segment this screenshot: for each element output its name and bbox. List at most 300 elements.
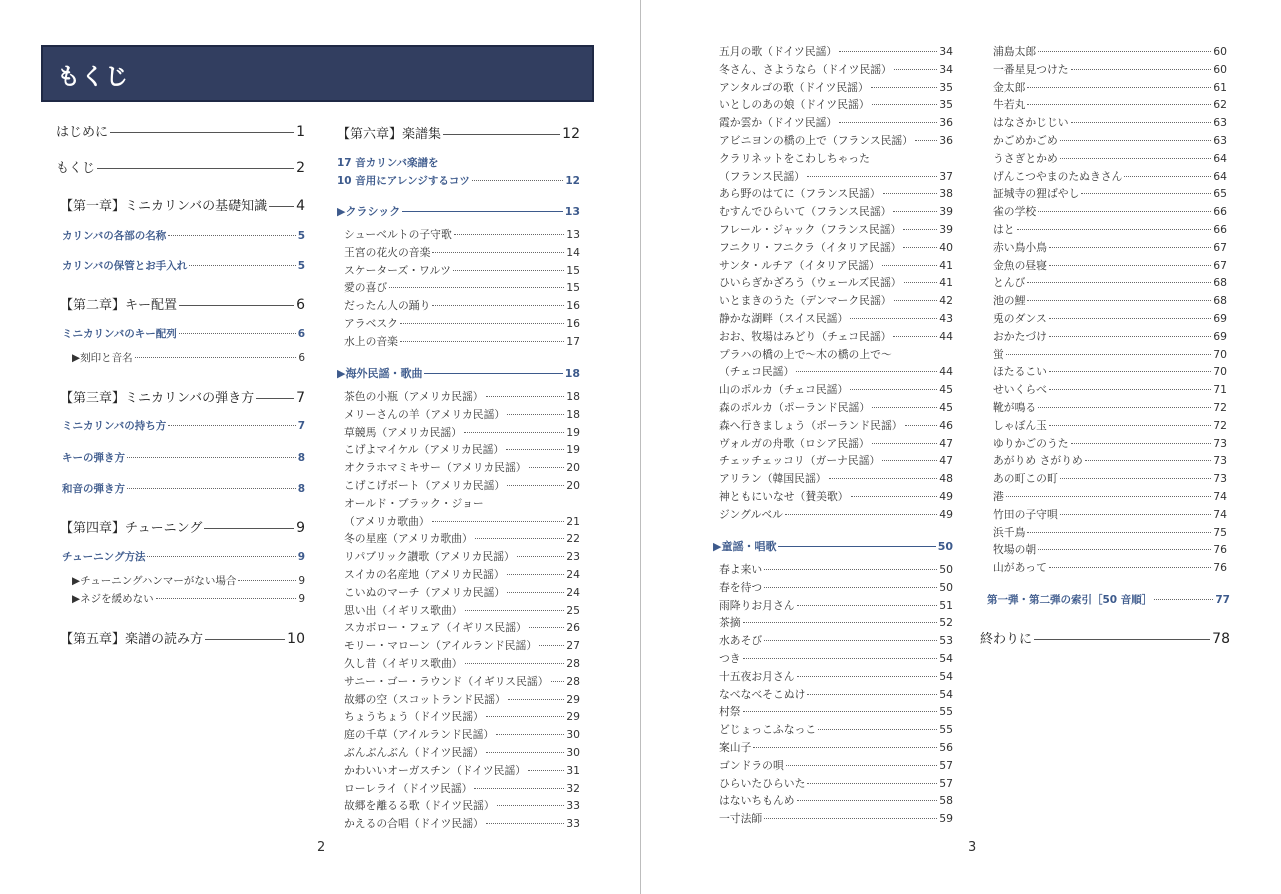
song-page: 41 xyxy=(939,276,953,290)
leader-dots xyxy=(1071,69,1212,70)
chapter-6-entry[interactable]: 【第六章】楽譜集 12 xyxy=(337,126,580,142)
song-entry[interactable] xyxy=(993,274,1227,292)
song-page: 73 xyxy=(1213,454,1227,468)
leader-dots xyxy=(850,318,937,319)
song-page: 63 xyxy=(1213,133,1227,147)
song-entry[interactable] xyxy=(993,328,1227,346)
song-page: 73 xyxy=(1213,472,1227,486)
leader-dots xyxy=(529,627,564,628)
song-entry-line1: オールド・ブラック・ジョー xyxy=(344,496,484,510)
song-page: 59 xyxy=(939,812,953,826)
song-page: 18 xyxy=(566,407,580,421)
section-entry-line1: 17 音カリンバ楽譜を xyxy=(337,157,439,169)
song-page: 30 xyxy=(566,745,580,759)
song-entry[interactable] xyxy=(344,548,580,566)
leader-dots xyxy=(1006,496,1211,497)
leader-dots xyxy=(400,323,564,324)
page-number-left: 2 xyxy=(317,840,326,855)
song-entry[interactable] xyxy=(993,399,1227,417)
song-entry[interactable] xyxy=(993,346,1227,364)
song-entry[interactable] xyxy=(344,279,580,297)
song-entry[interactable] xyxy=(993,43,1227,61)
song-entry[interactable] xyxy=(719,739,953,757)
song-page: 74 xyxy=(1213,507,1227,521)
leader-dots xyxy=(1049,567,1211,568)
leader-dots xyxy=(508,699,565,700)
song-page: 13 xyxy=(566,228,580,241)
song-page: 65 xyxy=(1213,187,1227,201)
leader-dots xyxy=(1049,318,1211,319)
leader-dots xyxy=(507,574,565,575)
song-page: 46 xyxy=(939,418,953,432)
song-entry[interactable] xyxy=(344,477,580,495)
song-page: 39 xyxy=(939,222,953,236)
song-page: 68 xyxy=(1213,276,1227,290)
song-page: 23 xyxy=(566,550,580,564)
song-entry[interactable] xyxy=(993,506,1227,524)
song-title: サニー・ゴー・ラウンド（イギリス民謡） xyxy=(344,674,549,688)
song-title: せいくらべ xyxy=(993,383,1047,397)
subsection-entry[interactable]: ▶刻印と音名 6 xyxy=(72,352,305,364)
song-title: ゴンドラの唄 xyxy=(719,758,784,772)
leader-dots xyxy=(786,765,937,766)
song-title: 証城寺の狸ばやし xyxy=(993,187,1080,201)
song-page: 33 xyxy=(566,817,580,831)
leader-dots xyxy=(453,270,564,271)
song-entry[interactable] xyxy=(993,203,1227,221)
song-entry[interactable] xyxy=(993,559,1227,577)
leader-dots xyxy=(850,389,937,390)
song-page: 64 xyxy=(1213,151,1227,165)
song-title: 池の鯉 xyxy=(993,294,1026,308)
leader-dots xyxy=(764,818,937,819)
song-entry[interactable] xyxy=(993,488,1227,506)
song-entry[interactable] xyxy=(993,452,1227,470)
song-page: 55 xyxy=(939,705,953,719)
song-page: 35 xyxy=(939,80,953,94)
song-page: 67 xyxy=(1213,240,1227,254)
leader-dots xyxy=(486,716,564,717)
song-entry[interactable] xyxy=(719,452,953,470)
song-entry[interactable] xyxy=(719,488,953,506)
song-entry[interactable] xyxy=(344,388,580,406)
song-entry[interactable] xyxy=(344,691,580,709)
song-page: 60 xyxy=(1213,62,1227,76)
song-entry[interactable] xyxy=(719,328,953,346)
song-page: 70 xyxy=(1213,365,1227,379)
toc-entry[interactable]: はじめに 1 xyxy=(56,124,305,140)
song-title: はと xyxy=(993,222,1015,236)
song-entry[interactable] xyxy=(344,315,580,333)
section-entry[interactable]: 10 音用にアレンジするコツ 12 xyxy=(337,175,580,187)
song-entry-line1: プラハの橋の上で〜木の橋の上で〜 xyxy=(719,347,892,361)
song-title: 兎のダンス xyxy=(993,311,1047,325)
song-entry[interactable] xyxy=(344,673,580,691)
song-entry[interactable] xyxy=(719,614,953,632)
song-entry[interactable] xyxy=(719,435,953,453)
song-entry[interactable] xyxy=(719,292,953,310)
song-title: あがりめ さがりめ xyxy=(993,454,1083,468)
song-page: 75 xyxy=(1213,525,1227,539)
song-page: 42 xyxy=(939,294,953,308)
song-entry[interactable] xyxy=(993,239,1227,257)
song-title: モリー・マローン（アイルランド民謡） xyxy=(344,639,538,653)
leader-dots xyxy=(1049,265,1211,266)
song-title: 冬さん、さようなら（ドイツ民謡） xyxy=(719,62,892,76)
section-entry[interactable]: チューニング方法 9 xyxy=(62,551,305,563)
song-entry[interactable] xyxy=(993,114,1227,132)
song-entry[interactable] xyxy=(993,185,1227,203)
song-entry[interactable] xyxy=(719,221,953,239)
song-entry[interactable] xyxy=(993,435,1227,453)
song-title: 浜千鳥 xyxy=(993,525,1026,539)
song-entry[interactable] xyxy=(719,417,953,435)
song-entry[interactable] xyxy=(993,79,1227,97)
category-classic[interactable]: ▶クラシック 13 xyxy=(337,205,580,218)
song-page: 20 xyxy=(566,478,580,492)
song-title: 春を待つ xyxy=(719,580,763,594)
song-entry[interactable] xyxy=(719,79,953,97)
song-entry[interactable] xyxy=(719,203,953,221)
song-title: 蛍 xyxy=(993,347,1004,361)
song-title: 草競馬（アメリカ民謡） xyxy=(344,425,463,439)
song-page: 15 xyxy=(566,281,580,295)
leader-dots xyxy=(797,800,938,801)
category-douyou[interactable]: ▶童謡・唱歌 50 xyxy=(713,540,953,553)
song-title: 愛の喜び xyxy=(344,281,388,295)
song-entry[interactable] xyxy=(344,619,580,637)
leader-dots xyxy=(829,478,938,479)
song-page: 47 xyxy=(939,436,953,450)
song-title: だったん人の踊り xyxy=(344,299,431,313)
song-page: 36 xyxy=(939,116,953,130)
song-page: 49 xyxy=(939,507,953,521)
song-title: あの町この町 xyxy=(993,472,1058,486)
song-title: オクラホマミキサー（アメリカ民謡） xyxy=(344,461,527,475)
chapter-4-entry[interactable]: 【第四章】チューニング 9 xyxy=(60,520,305,536)
song-entry[interactable] xyxy=(719,668,953,686)
folk-list xyxy=(344,388,580,833)
song-title: 靴が鳴る xyxy=(993,400,1037,414)
section-entry[interactable]: 和音の弾き方 8 xyxy=(62,483,305,495)
song-title: アラベスク xyxy=(344,316,398,330)
song-title: 五月の歌（ドイツ民謡） xyxy=(719,45,838,58)
song-entry[interactable] xyxy=(719,632,953,650)
song-title: 故郷を離るる歌（ドイツ民謡） xyxy=(344,799,495,813)
song-entry[interactable]: （チェコ民謡） 44 xyxy=(719,365,953,379)
song-entry[interactable] xyxy=(344,406,580,424)
song-entry[interactable] xyxy=(993,417,1227,435)
song-page: 67 xyxy=(1213,258,1227,272)
toc-column-3 xyxy=(719,43,953,524)
song-title: サンタ・ルチア（イタリア民謡） xyxy=(719,258,880,272)
chapter-3-entry[interactable]: 【第三章】ミニカリンバの弾き方 7 xyxy=(60,390,305,406)
song-page: 71 xyxy=(1213,383,1227,397)
song-entry[interactable] xyxy=(719,650,953,668)
song-page: 56 xyxy=(939,740,953,754)
leader-dots xyxy=(1049,247,1211,248)
section-entry[interactable]: カリンバの各部の名称 5 xyxy=(62,230,305,242)
song-title: いとしのあの娘（ドイツ民謡） xyxy=(719,98,870,112)
song-title: 神ともにいなせ（賛美歌） xyxy=(719,489,849,503)
song-title: 春よ来い xyxy=(719,563,763,576)
leader-dots xyxy=(764,587,937,588)
song-title: ローレライ（ドイツ民謡） xyxy=(344,781,473,795)
song-entry[interactable] xyxy=(719,597,953,615)
song-entry[interactable] xyxy=(719,703,953,721)
song-entry[interactable] xyxy=(719,185,953,203)
song-entry[interactable] xyxy=(993,257,1227,275)
song-entry[interactable] xyxy=(344,815,580,833)
song-entry[interactable] xyxy=(344,655,580,673)
song-page: 16 xyxy=(566,316,580,330)
leader-dots xyxy=(1085,460,1211,461)
song-entry[interactable] xyxy=(719,274,953,292)
song-entry[interactable] xyxy=(719,792,953,810)
song-page: 64 xyxy=(1213,169,1227,183)
song-entry[interactable] xyxy=(719,43,953,61)
leader-dots xyxy=(507,414,564,415)
song-entry[interactable] xyxy=(344,566,580,584)
section-entry[interactable]: ミニカリンバのキー配列 6 xyxy=(62,328,305,340)
subsection-entry[interactable]: ▶チューニングハンマーがない場合 9 xyxy=(72,575,305,587)
leader-dots xyxy=(807,783,937,784)
song-entry[interactable] xyxy=(344,441,580,459)
song-page: 52 xyxy=(939,616,953,630)
song-entry[interactable] xyxy=(719,686,953,704)
song-page: 54 xyxy=(939,651,953,665)
section-entry[interactable]: カリンバの保管とお手入れ 5 xyxy=(62,260,305,272)
song-entry[interactable]: （アメリカ歌曲） 21 xyxy=(344,514,580,528)
song-title: 浦島太郎 xyxy=(993,45,1037,58)
song-page: 17 xyxy=(566,334,580,348)
song-page: 30 xyxy=(566,728,580,742)
song-title: 森へ行きましょう（ポーランド民謡） xyxy=(719,418,903,432)
song-title: とんび xyxy=(993,276,1026,290)
song-title: スイカの名産地（アメリカ民謡） xyxy=(344,567,505,581)
song-page: 57 xyxy=(939,758,953,772)
song-page: 58 xyxy=(939,794,953,808)
leader-dots xyxy=(1060,158,1211,159)
leader-dots xyxy=(389,287,564,288)
song-entry[interactable] xyxy=(344,797,580,815)
leader-dots xyxy=(1071,122,1212,123)
song-title: 故郷の空（スコットランド民謡） xyxy=(344,692,506,706)
song-entry[interactable] xyxy=(993,292,1227,310)
song-title: こげよマイケル（アメリカ民謡） xyxy=(344,443,505,457)
song-page: 14 xyxy=(566,245,580,259)
leader-dots xyxy=(496,734,564,735)
leader-dots xyxy=(764,569,937,570)
song-entry[interactable] xyxy=(344,637,580,655)
leader-dots xyxy=(1049,336,1211,337)
leader-dots xyxy=(432,305,564,306)
song-entry[interactable] xyxy=(719,775,953,793)
song-entry[interactable] xyxy=(344,459,580,477)
category-folk[interactable]: ▶海外民謡・歌曲 18 xyxy=(337,367,580,380)
song-entry[interactable] xyxy=(719,132,953,150)
song-entry[interactable] xyxy=(993,132,1227,150)
chapter-1-entry[interactable]: 【第一章】ミニカリンバの基礎知識 4 xyxy=(60,198,305,214)
song-page: 45 xyxy=(939,383,953,397)
song-title: アビニヨンの橋の上で（フランス民謡） xyxy=(719,133,914,147)
leader-dots xyxy=(1049,425,1211,426)
song-entry[interactable] xyxy=(719,721,953,739)
song-title: あら野のはてに（フランス民謡） xyxy=(719,187,881,201)
song-entry[interactable] xyxy=(344,602,580,620)
song-entry[interactable] xyxy=(719,757,953,775)
song-entry[interactable] xyxy=(344,726,580,744)
song-page: 73 xyxy=(1213,436,1227,450)
leader-dots xyxy=(905,425,938,426)
leader-dots xyxy=(894,300,938,301)
song-entry[interactable] xyxy=(993,541,1227,559)
song-title: 山があって xyxy=(993,561,1047,575)
song-page: 25 xyxy=(566,603,580,617)
song-page: 24 xyxy=(566,585,580,599)
leader-dots xyxy=(507,485,564,486)
song-page: 60 xyxy=(1213,45,1227,58)
song-page: 50 xyxy=(939,580,953,594)
song-entry[interactable] xyxy=(719,61,953,79)
song-page: 48 xyxy=(939,472,953,486)
song-entry[interactable] xyxy=(719,257,953,275)
song-entry[interactable] xyxy=(719,399,953,417)
song-title: リパブリック讃歌（アメリカ民謡） xyxy=(344,550,515,564)
song-entry[interactable] xyxy=(993,363,1227,381)
leader-dots xyxy=(872,407,937,408)
song-entry[interactable] xyxy=(719,810,953,828)
leader-dots xyxy=(851,496,938,497)
song-entry[interactable] xyxy=(344,708,580,726)
song-page: 39 xyxy=(939,205,953,219)
song-entry[interactable] xyxy=(719,114,953,132)
song-title: 一寸法師 xyxy=(719,812,763,826)
page-divider xyxy=(640,0,641,894)
leader-dots xyxy=(883,193,938,194)
index-entry[interactable]: 第一弾・第二弾の索引［50 音順］ 77 xyxy=(987,594,1230,606)
song-entry[interactable] xyxy=(993,150,1227,168)
song-entry[interactable] xyxy=(344,744,580,762)
song-entry[interactable] xyxy=(993,221,1227,239)
leader-dots xyxy=(486,396,565,397)
song-entry[interactable] xyxy=(993,524,1227,542)
song-page: 18 xyxy=(566,390,580,403)
song-entry[interactable] xyxy=(344,762,580,780)
song-title: ほたるこい xyxy=(993,365,1047,379)
song-title: ひいらぎかざろう（ウェールズ民謡） xyxy=(719,276,902,290)
leader-dots xyxy=(1124,176,1211,177)
song-entry[interactable] xyxy=(993,310,1227,328)
song-title: フニクリ・フニクラ（イタリア民謡） xyxy=(719,240,902,254)
song-entry[interactable] xyxy=(719,561,953,579)
song-entry[interactable] xyxy=(719,579,953,597)
song-page: 54 xyxy=(939,687,953,701)
song-title: 思い出（イギリス歌曲） xyxy=(344,603,463,617)
leader-dots xyxy=(474,788,564,789)
song-page: 55 xyxy=(939,723,953,737)
song-page: 72 xyxy=(1213,418,1227,432)
song-title: 茶色の小瓶（アメリカ民謡） xyxy=(344,390,484,403)
song-entry[interactable] xyxy=(344,530,580,548)
leader-dots xyxy=(904,282,938,283)
song-entry[interactable] xyxy=(719,310,953,328)
song-page: 66 xyxy=(1213,222,1227,236)
song-title: こげこげボート（アメリカ民謡） xyxy=(344,478,506,492)
song-page: 16 xyxy=(566,299,580,313)
song-page: 31 xyxy=(566,763,580,777)
song-title: 茶摘 xyxy=(719,616,741,630)
song-title: どじょっこふなっこ xyxy=(719,723,817,737)
song-entry[interactable] xyxy=(344,262,580,280)
leader-dots xyxy=(903,229,937,230)
song-entry[interactable] xyxy=(719,96,953,114)
song-page: 72 xyxy=(1213,400,1227,414)
song-title: 森のポルカ（ポーランド民謡） xyxy=(719,400,871,414)
section-entry[interactable]: ミニカリンバの持ち方 7 xyxy=(62,420,305,432)
song-entry[interactable] xyxy=(993,168,1227,186)
song-title: しゃぼん玉 xyxy=(993,418,1047,432)
subsection-entry[interactable]: ▶ネジを緩めない 9 xyxy=(72,593,305,605)
song-page: 76 xyxy=(1213,561,1227,575)
song-page: 28 xyxy=(566,674,580,688)
leader-dots xyxy=(1027,532,1211,533)
leader-dots xyxy=(797,605,938,606)
song-entry[interactable] xyxy=(719,506,953,524)
song-entry[interactable] xyxy=(344,297,580,315)
section-entry[interactable]: キーの弾き方 8 xyxy=(62,452,305,464)
song-entry[interactable] xyxy=(344,333,580,351)
song-title: 久し昔（イギリス歌曲） xyxy=(344,656,463,670)
afterword-entry[interactable]: 終わりに 78 xyxy=(980,631,1230,647)
song-page: 61 xyxy=(1213,80,1227,94)
song-entry[interactable] xyxy=(993,61,1227,79)
leader-dots xyxy=(743,622,938,623)
song-page: 26 xyxy=(566,621,580,635)
song-entry[interactable] xyxy=(344,226,580,244)
song-entry[interactable] xyxy=(719,381,953,399)
song-title: 牛若丸 xyxy=(993,98,1026,112)
song-page: 36 xyxy=(939,133,953,147)
song-title: むすんでひらいて（フランス民謡） xyxy=(719,205,892,219)
song-entry[interactable] xyxy=(344,244,580,262)
song-title: シューベルトの子守歌 xyxy=(344,228,452,241)
song-entry[interactable] xyxy=(344,584,580,602)
toc-entry[interactable]: もくじ 2 xyxy=(56,160,305,176)
leader-dots xyxy=(894,69,937,70)
song-entry[interactable] xyxy=(993,381,1227,399)
chapter-5-entry[interactable]: 【第五章】楽譜の読み方 10 xyxy=(60,631,305,647)
chapter-2-entry[interactable]: 【第二章】キー配置 6 xyxy=(60,297,305,313)
song-page: 70 xyxy=(1213,347,1227,361)
song-entry[interactable]: （フランス民謡） 37 xyxy=(719,169,953,183)
leader-dots xyxy=(1049,389,1211,390)
leader-dots xyxy=(529,467,565,468)
song-entry[interactable] xyxy=(993,96,1227,114)
song-title: 冬の星座（アメリカ歌曲） xyxy=(344,532,473,546)
song-title: げんこつやまのたぬきさん xyxy=(993,169,1123,183)
song-entry[interactable] xyxy=(719,470,953,488)
song-entry[interactable] xyxy=(993,470,1227,488)
song-title: アンタルゴの歌（ドイツ民謡） xyxy=(719,80,869,94)
leader-dots xyxy=(1081,193,1211,194)
song-entry[interactable] xyxy=(344,424,580,442)
leader-dots xyxy=(507,592,564,593)
leader-dots xyxy=(506,449,564,450)
song-page: 34 xyxy=(939,45,953,58)
song-entry[interactable] xyxy=(719,239,953,257)
song-entry[interactable] xyxy=(344,780,580,798)
